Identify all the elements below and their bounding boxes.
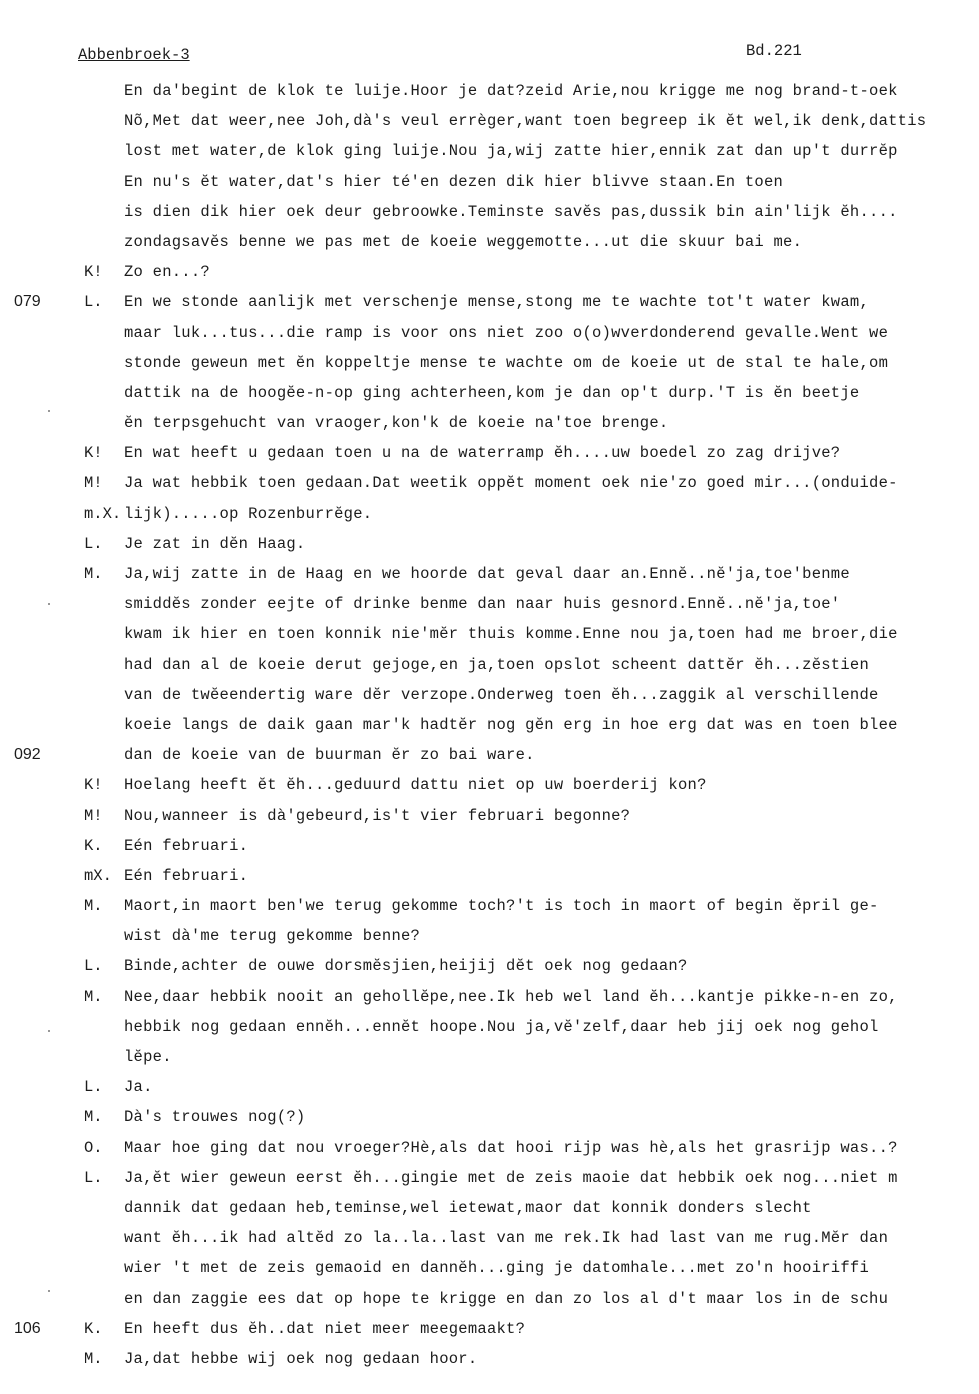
transcript-line [0,1318,979,1348]
speaker-label: K! [84,444,103,463]
line-text: Ja wat hebbik toen gedaan.Dat weetik oppĕt moment oek nie'zo goed mir...(onduide- [124,474,898,493]
transcript-line [0,986,979,1016]
line-text: Maort,in maort ben'we terug gekomme toch?'t is toch in maort of begin ĕpril ge- [124,897,879,916]
transcript-line [0,895,979,925]
margin-dot [48,1290,50,1292]
transcript-line [0,955,979,985]
document-title: Abbenbroek-3 [78,46,190,64]
line-text: lijk).....op Rozenburrĕge. [124,504,373,523]
transcript-line [0,563,979,593]
line-text: wier 't met de zeis gemaoid en dannĕh...ging je datomhale...met zo'n hooiriffi [124,1259,870,1278]
transcript-line [0,110,979,140]
line-text: is dien dik hier oek deur gebroowke.Teminste savĕs pas,dussik bin ain'lijk ĕh.... [124,202,898,221]
transcript-line [0,593,979,623]
line-text: smiddĕs zonder eejte of drinke benme dan naar huis gesnord.Ennĕ..nĕ'ja,toe' [124,595,841,614]
line-text: lĕpe. [124,1048,172,1066]
line-text: dan de koeie van de buurman ĕr zo bai ware. [124,746,535,765]
line-text: van de twĕeendertig ware dĕr verzope.Onderweg toen ĕh...zaggik al verschillende [124,685,879,704]
speaker-label: mX. [84,866,112,885]
transcript-line [0,714,979,744]
transcript-line [0,654,979,684]
line-text: koeie langs de daik gaan mar'k hadtĕr nog gĕn erg in hoe erg dat was en toen blee [124,715,898,734]
counter-number: 079 [14,293,41,311]
line-text: Ja. [124,1078,153,1097]
transcript-line [0,744,979,774]
speaker-label: L. [84,1078,103,1097]
counter-number: 106 [14,1319,41,1337]
transcript-line [0,925,979,955]
counter-number: 092 [14,746,41,764]
speaker-label: L. [84,1168,103,1187]
transcript-line [0,442,979,472]
transcript-line [0,261,979,291]
line-text: kwam ik hier en toen konnik nie'mĕr thuis komme.Enne nou ja,toen had me broer,die [124,625,898,644]
speaker-label: M. [84,1108,103,1127]
transcript-line [0,1348,979,1378]
speaker-label: K. [84,836,103,855]
transcript-line [0,684,979,714]
transcript-line [0,503,979,533]
transcript-line [0,1288,979,1318]
transcript-line [0,201,979,231]
transcript-line [0,1016,979,1046]
speaker-label: M! [84,474,103,493]
speaker-label: K! [84,263,103,282]
speaker-label: K! [84,776,103,795]
line-text: zondagsavĕs benne we pas met de koeie weggemotte...ut die skuur bai me. [124,232,803,251]
line-text: Eén februari. [124,836,249,855]
transcript-line [0,472,979,502]
line-text: Hoelang heeft ĕt ĕh...geduurd dattu niet op uw boerderij kon? [124,776,707,795]
transcript-line [0,412,979,442]
speaker-label: L. [84,534,103,553]
margin-dot [48,410,50,412]
transcript-line [0,835,979,865]
line-text: En da'begint de klok te luije.Hoor je dat?zeid Arie,nou krigge me nog brand-t-oek [124,82,898,100]
line-text: maar luk...tus...die ramp is voor ons niet zoo o(o)wverdonderend gevalle.Went we [124,323,889,342]
transcript-line [0,1046,979,1076]
speaker-label: M. [84,987,103,1006]
line-text: Zo en...? [124,263,210,282]
transcript-line [0,231,979,261]
transcript-line [0,1137,979,1167]
speaker-label: L. [84,293,103,312]
line-text: en dan zaggie ees dat op hope te krigge en dan zo los al d't maar los in de schu [124,1289,889,1308]
line-text: En wat heeft u gedaan toen u na de waterramp ĕh....uw boedel zo zag drijve? [124,444,841,463]
transcript-line [0,805,979,835]
transcript-line [0,382,979,412]
transcript-line [0,623,979,653]
transcript-line [0,533,979,563]
line-text: dattik na de hoogĕe-n-op ging achterheen,kom je dan op't durp.'T is ĕn beetje [124,383,860,402]
line-text: En heeft dus ĕh..dat niet meer meegemaakt? [124,1319,526,1338]
speaker-label: M! [84,806,103,825]
speaker-label: K. [84,1319,103,1338]
transcript-line [0,1076,979,1106]
transcript-body [0,80,979,1378]
line-text: had dan al de koeie derut gejoge,en ja,toen opslot scheent dattĕr ĕh...zĕstien [124,655,870,674]
transcript-line [0,291,979,321]
line-text: Eén februari. [124,866,249,885]
page-reference: Bd.221 [746,42,802,60]
transcript-line [0,140,979,170]
transcript-line [0,1167,979,1197]
speaker-label: M. [84,897,103,916]
speaker-label: O. [84,1138,103,1157]
line-text: wist dà'me terug gekomme benne? [124,927,421,946]
transcript-line [0,774,979,804]
transcript-line [0,1227,979,1257]
line-text: En nu's ĕt water,dat's hier té'en dezen dik hier blivve staan.En toen [124,172,784,191]
speaker-label: M. [84,1349,103,1368]
transcript-line [0,171,979,201]
transcript-line [0,1106,979,1136]
transcript-line [0,1197,979,1227]
line-text: Ja,ĕt wier geweun eerst ĕh...gingie met de zeis maoie dat hebbik oek nog...niet m [124,1168,898,1187]
line-text: Ja,dat hebbe wij oek nog gedaan hoor. [124,1349,478,1368]
line-text: Dà's trouwes nog(?) [124,1108,306,1127]
speaker-label: m.X. [84,504,122,523]
transcript-line [0,80,979,110]
line-text: ĕn terpsgehucht van vraoger,kon'k de koeie na'toe brenge. [124,414,669,433]
line-text: Je zat in dĕn Haag. [124,534,306,553]
line-text: Ja,wij zatte in de Haag en we hoorde dat geval daar an.Ennĕ..nĕ'ja,toe'benme [124,565,850,583]
line-text: Nou,wanneer is dà'gebeurd,is't vier februari begonne? [124,806,631,825]
line-text: Nõ,Met dat weer,nee Joh,dà's veul errèger,want toen begreep ik ĕt wel,ik denk,dattis [124,112,927,131]
line-text: Binde,achter de ouwe dorsmĕsjien,heijij dĕt oek nog gedaan? [124,957,688,976]
margin-dot [48,1030,50,1032]
line-text: dannik dat gedaan heb,teminse,wel ietewat,maor dat konnik donders slecht [124,1198,812,1217]
line-text: lost met water,de klok ging luije.Nou ja,wij zatte hier,ennik zat dan up't durrĕp [124,142,898,161]
line-text: En we stonde aanlijk met verschenje mense,stong me te wachte tot't water kwam, [124,293,870,312]
line-text: Nee,daar hebbik nooit an gehollĕpe,nee.Ik heb wel land ĕh...kantje pikke-n-en zo, [124,987,898,1006]
line-text: want ĕh...ik had altĕd zo la..la..last van me rek.Ik had last van me rug.Mĕr dan [124,1229,889,1248]
speaker-label: M. [84,565,103,583]
transcript-line [0,865,979,895]
speaker-label: L. [84,957,103,976]
transcript-line [0,322,979,352]
line-text: hebbik nog gedaan ennĕh...ennĕt hoope.Nou ja,vĕ'zelf,daar heb jij oek nog gehol [124,1017,879,1036]
line-text: Maar hoe ging dat nou vroeger?Hè,als dat hooi rijp was hè,als het grasrijp was..? [124,1138,898,1157]
transcript-line [0,1257,979,1287]
transcript-line [0,352,979,382]
margin-dot [48,603,50,605]
line-text: stonde geweun met ĕn koppeltje mense te wachte om de koeie ut de stal te hale,om [124,353,889,372]
